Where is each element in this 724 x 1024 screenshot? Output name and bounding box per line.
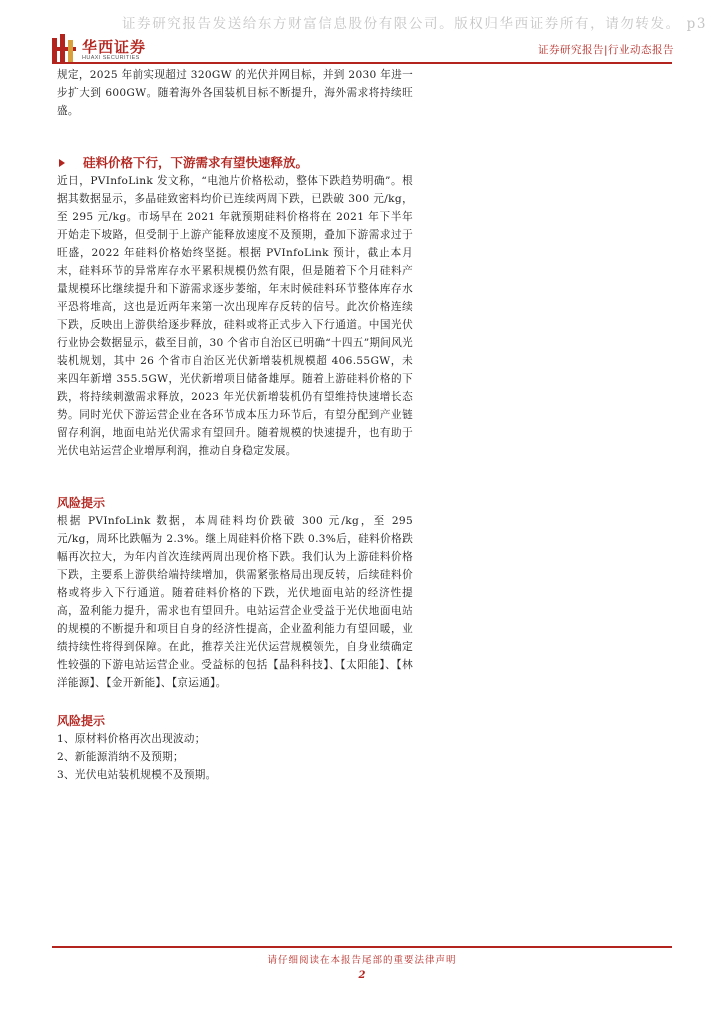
legal-notice: 请仔细阅读在本报告尾部的重要法律声明 <box>267 955 457 966</box>
footer-divider <box>52 946 672 948</box>
watermark-text: 证券研究报告发送给东方财富信息股份有限公司。版权归华西证券所有，请勿转发。 p3 <box>122 16 708 32</box>
huaxi-logo-icon <box>52 34 76 64</box>
risk-heading-2: 风险提示 <box>57 714 106 728</box>
risk-list-item: 3、光伏电站装机规模不及预期。 <box>57 769 217 781</box>
risk-heading-1: 风险提示 <box>57 496 106 510</box>
section-body: 近日，PVInfoLink 发文称，“电池片价格松动，整体下跌趋势明确”。根据其数据显示，多晶硅致密料均价已连续两周下跌，已跌破 300 元/kg，至 295 元/kg。市场早在 2021 年就预期硅料价格将在 2021 年下半年开始走下坡路，但受制于上游产能释放速度不及预期，叠加下游需求过于旺盛，2022 年硅料价格始终坚挺。根据 PVInfoLink 预计，截止本月末，硅料环节的异常库存水平累积规模仍然有限，但是随着下个月硅料产量规模环比继续提升和下游需求逐步萎缩，年末时候硅料环节整体库存水平恐将堆高，这也是近两年来第一次出现库存反转的信号。此次价格连续下跌，反映出上游供给逐步释放，硅料或将正式步入下行通道。中国光伏行业协会数据显示，截至目前，30 个省市自治区已明确“十四五”期间风光装机规划，其中 26 个省市自治区光伏新增装机规模超 406.55GW，未来四年新增 355.5GW，光伏新增项目储备雄厚。随着上游硅料价格的下跌，将持续刺激需求释放，2023 年光伏新增装机仍有望维持快速增长态势。同时光伏下游运营企业在各环节成本压力环节后，有望分配到产业链留存利润，地面电站光伏需求有望回升。随着规模的快速提升，也有助于光伏电站运营企业增厚利润，推动自身稳定发展。 <box>57 175 413 457</box>
header-divider <box>52 62 672 64</box>
section-heading <box>57 154 413 172</box>
intro-paragraph: 规定，2025 年前实现超过 320GW 的光伏并网目标，并到 2030 年进一步扩大到 600GW。随着海外各国装机目标不断提升，海外需求将持续旺盛。 <box>57 69 413 117</box>
report-body <box>57 66 413 784</box>
bullet-triangle-icon <box>59 159 65 167</box>
section-title: 硅料价格下行，下游需求有望快速释放。 <box>83 155 309 170</box>
logo-name-en: HUAXI SECURITIES <box>82 55 140 61</box>
report-type-label: 证券研究报告|行业动态报告 <box>537 44 674 56</box>
risk-list-item: 1、原材料价格再次出现波动； <box>57 733 206 745</box>
page-number: 2 <box>358 970 366 981</box>
logo-name-cn: 华西证券 <box>82 38 147 56</box>
risk-list-item: 2、新能源消纳不及预期； <box>57 751 184 763</box>
risk-body: 根据 PVInfoLink 数据，本周硅料均价跌破 300 元/kg，至 295 元/kg，周环比跌幅为 2.3%。继上周硅料价格下跌 0.3%后，硅料价格跌幅再次拉大，为年内首次连续两周出现价格下跌。我们认为上游硅料价格下跌，主要系上游供给端持续增加，供需紧张格局出现反转，后续硅料价格或将步入下行通道。随着硅料价格的下跌，光伏地面电站的经济性提高，盈利能力提升，需求也有望回升。电站运营企业受益于光伏地面电站的规模的不断提升和项目自身的经济性提高，企业盈利能力有望回暖，业绩持续性将得到保障。在此，推荐关注光伏运营规模领先，自身业绩确定性较强的下游电站运营企业。受益标的包括【晶科科技】、【太阳能】、【林洋能源】、【金开新能】、【京运通】。 <box>57 515 413 689</box>
